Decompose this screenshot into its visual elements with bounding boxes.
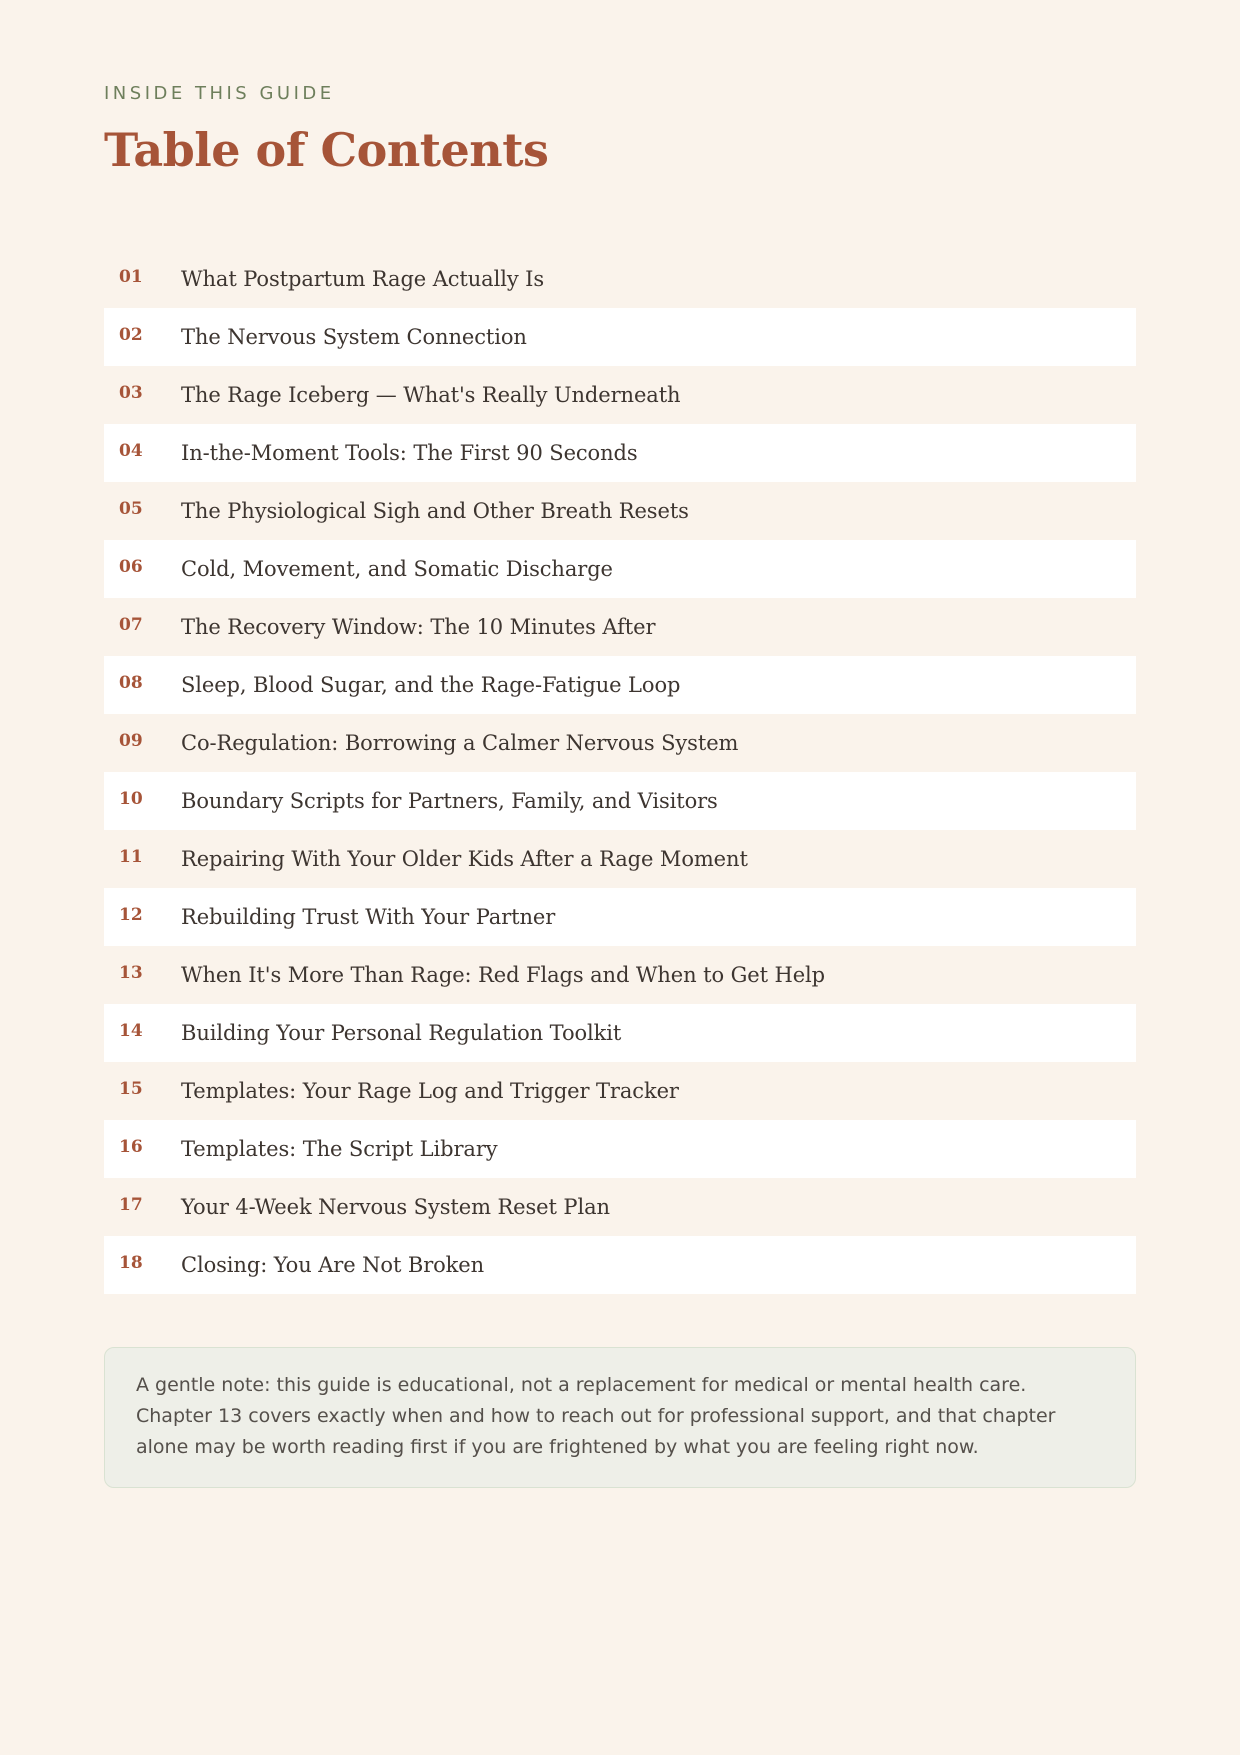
toc-entry bbox=[104, 540, 1136, 598]
chapter-number: 13 bbox=[119, 963, 143, 983]
chapter-title: Co-Regulation: Borrowing a Calmer Nervous System bbox=[181, 731, 739, 755]
chapter-number: 09 bbox=[119, 731, 143, 751]
toc-entry bbox=[104, 250, 1136, 308]
toc-entry bbox=[104, 482, 1136, 540]
toc-entry bbox=[104, 1236, 1136, 1294]
toc-entry bbox=[104, 366, 1136, 424]
chapter-title: Templates: Your Rage Log and Trigger Tracker bbox=[181, 1079, 679, 1103]
toc-entry bbox=[104, 1120, 1136, 1178]
chapter-number: 11 bbox=[119, 847, 143, 867]
chapter-number: 08 bbox=[119, 673, 143, 693]
toc-entry bbox=[104, 308, 1136, 366]
page-title: Table of Contents bbox=[104, 123, 549, 177]
chapter-title: Sleep, Blood Sugar, and the Rage-Fatigue Loop bbox=[181, 673, 681, 697]
toc-entry bbox=[104, 888, 1136, 946]
toc-entry bbox=[104, 946, 1136, 1004]
chapter-title: Building Your Personal Regulation Toolkit bbox=[181, 1021, 622, 1045]
chapter-title: What Postpartum Rage Actually Is bbox=[181, 267, 545, 291]
chapter-number: 04 bbox=[119, 441, 143, 461]
toc-entry bbox=[104, 714, 1136, 772]
eyebrow-label: INSIDE THIS GUIDE bbox=[104, 83, 335, 104]
chapter-title: Boundary Scripts for Partners, Family, and Visitors bbox=[181, 789, 718, 813]
chapter-title: In-the-Moment Tools: The First 90 Seconds bbox=[181, 441, 638, 465]
chapter-number: 14 bbox=[119, 1021, 143, 1041]
toc-entry bbox=[104, 1062, 1136, 1120]
chapter-number: 03 bbox=[119, 383, 143, 403]
chapter-number: 02 bbox=[119, 325, 143, 345]
toc-entry bbox=[104, 1004, 1136, 1062]
chapter-title: Rebuilding Trust With Your Partner bbox=[181, 905, 556, 929]
chapter-number: 05 bbox=[119, 499, 143, 519]
chapter-title: When It's More Than Rage: Red Flags and When to Get Help bbox=[181, 963, 826, 987]
toc-entry bbox=[104, 772, 1136, 830]
page bbox=[104, 82, 1136, 1458]
chapter-number: 18 bbox=[119, 1253, 143, 1273]
toc-entry bbox=[104, 1178, 1136, 1236]
chapter-number: 12 bbox=[119, 905, 143, 925]
chapter-title: The Rage Iceberg — What's Really Underneath bbox=[181, 383, 681, 407]
chapter-title: The Recovery Window: The 10 Minutes After bbox=[181, 615, 656, 639]
chapter-number: 16 bbox=[119, 1137, 143, 1157]
chapter-number: 07 bbox=[119, 615, 143, 635]
toc-entry bbox=[104, 830, 1136, 888]
toc-entry bbox=[104, 424, 1136, 482]
chapter-title: Templates: The Script Library bbox=[181, 1137, 498, 1161]
chapter-title: Cold, Movement, and Somatic Discharge bbox=[181, 557, 613, 581]
chapter-title: Your 4-Week Nervous System Reset Plan bbox=[181, 1195, 610, 1219]
gentle-note-callout bbox=[104, 1347, 1136, 1488]
chapter-number: 17 bbox=[119, 1195, 143, 1215]
chapter-title: The Nervous System Connection bbox=[181, 325, 527, 349]
chapter-title: Repairing With Your Older Kids After a Rage Moment bbox=[181, 847, 748, 871]
chapter-number: 01 bbox=[119, 267, 143, 287]
toc-entry bbox=[104, 598, 1136, 656]
chapter-number: 10 bbox=[119, 789, 143, 809]
toc-entry bbox=[104, 656, 1136, 714]
note-text: A gentle note: this guide is educational, not a replacement for medical or mental health care. Chapter 13 covers exactly when and how to reach out for professional support, and that chapter alone may be worth reading first if you are frightened by what you are feeling right now. bbox=[136, 1374, 1056, 1458]
chapter-number: 06 bbox=[119, 557, 143, 577]
chapter-title: The Physiological Sigh and Other Breath Resets bbox=[181, 499, 689, 523]
chapter-title: Closing: You Are Not Broken bbox=[181, 1253, 485, 1277]
table-of-contents bbox=[104, 250, 1136, 1294]
chapter-number: 15 bbox=[119, 1079, 143, 1099]
